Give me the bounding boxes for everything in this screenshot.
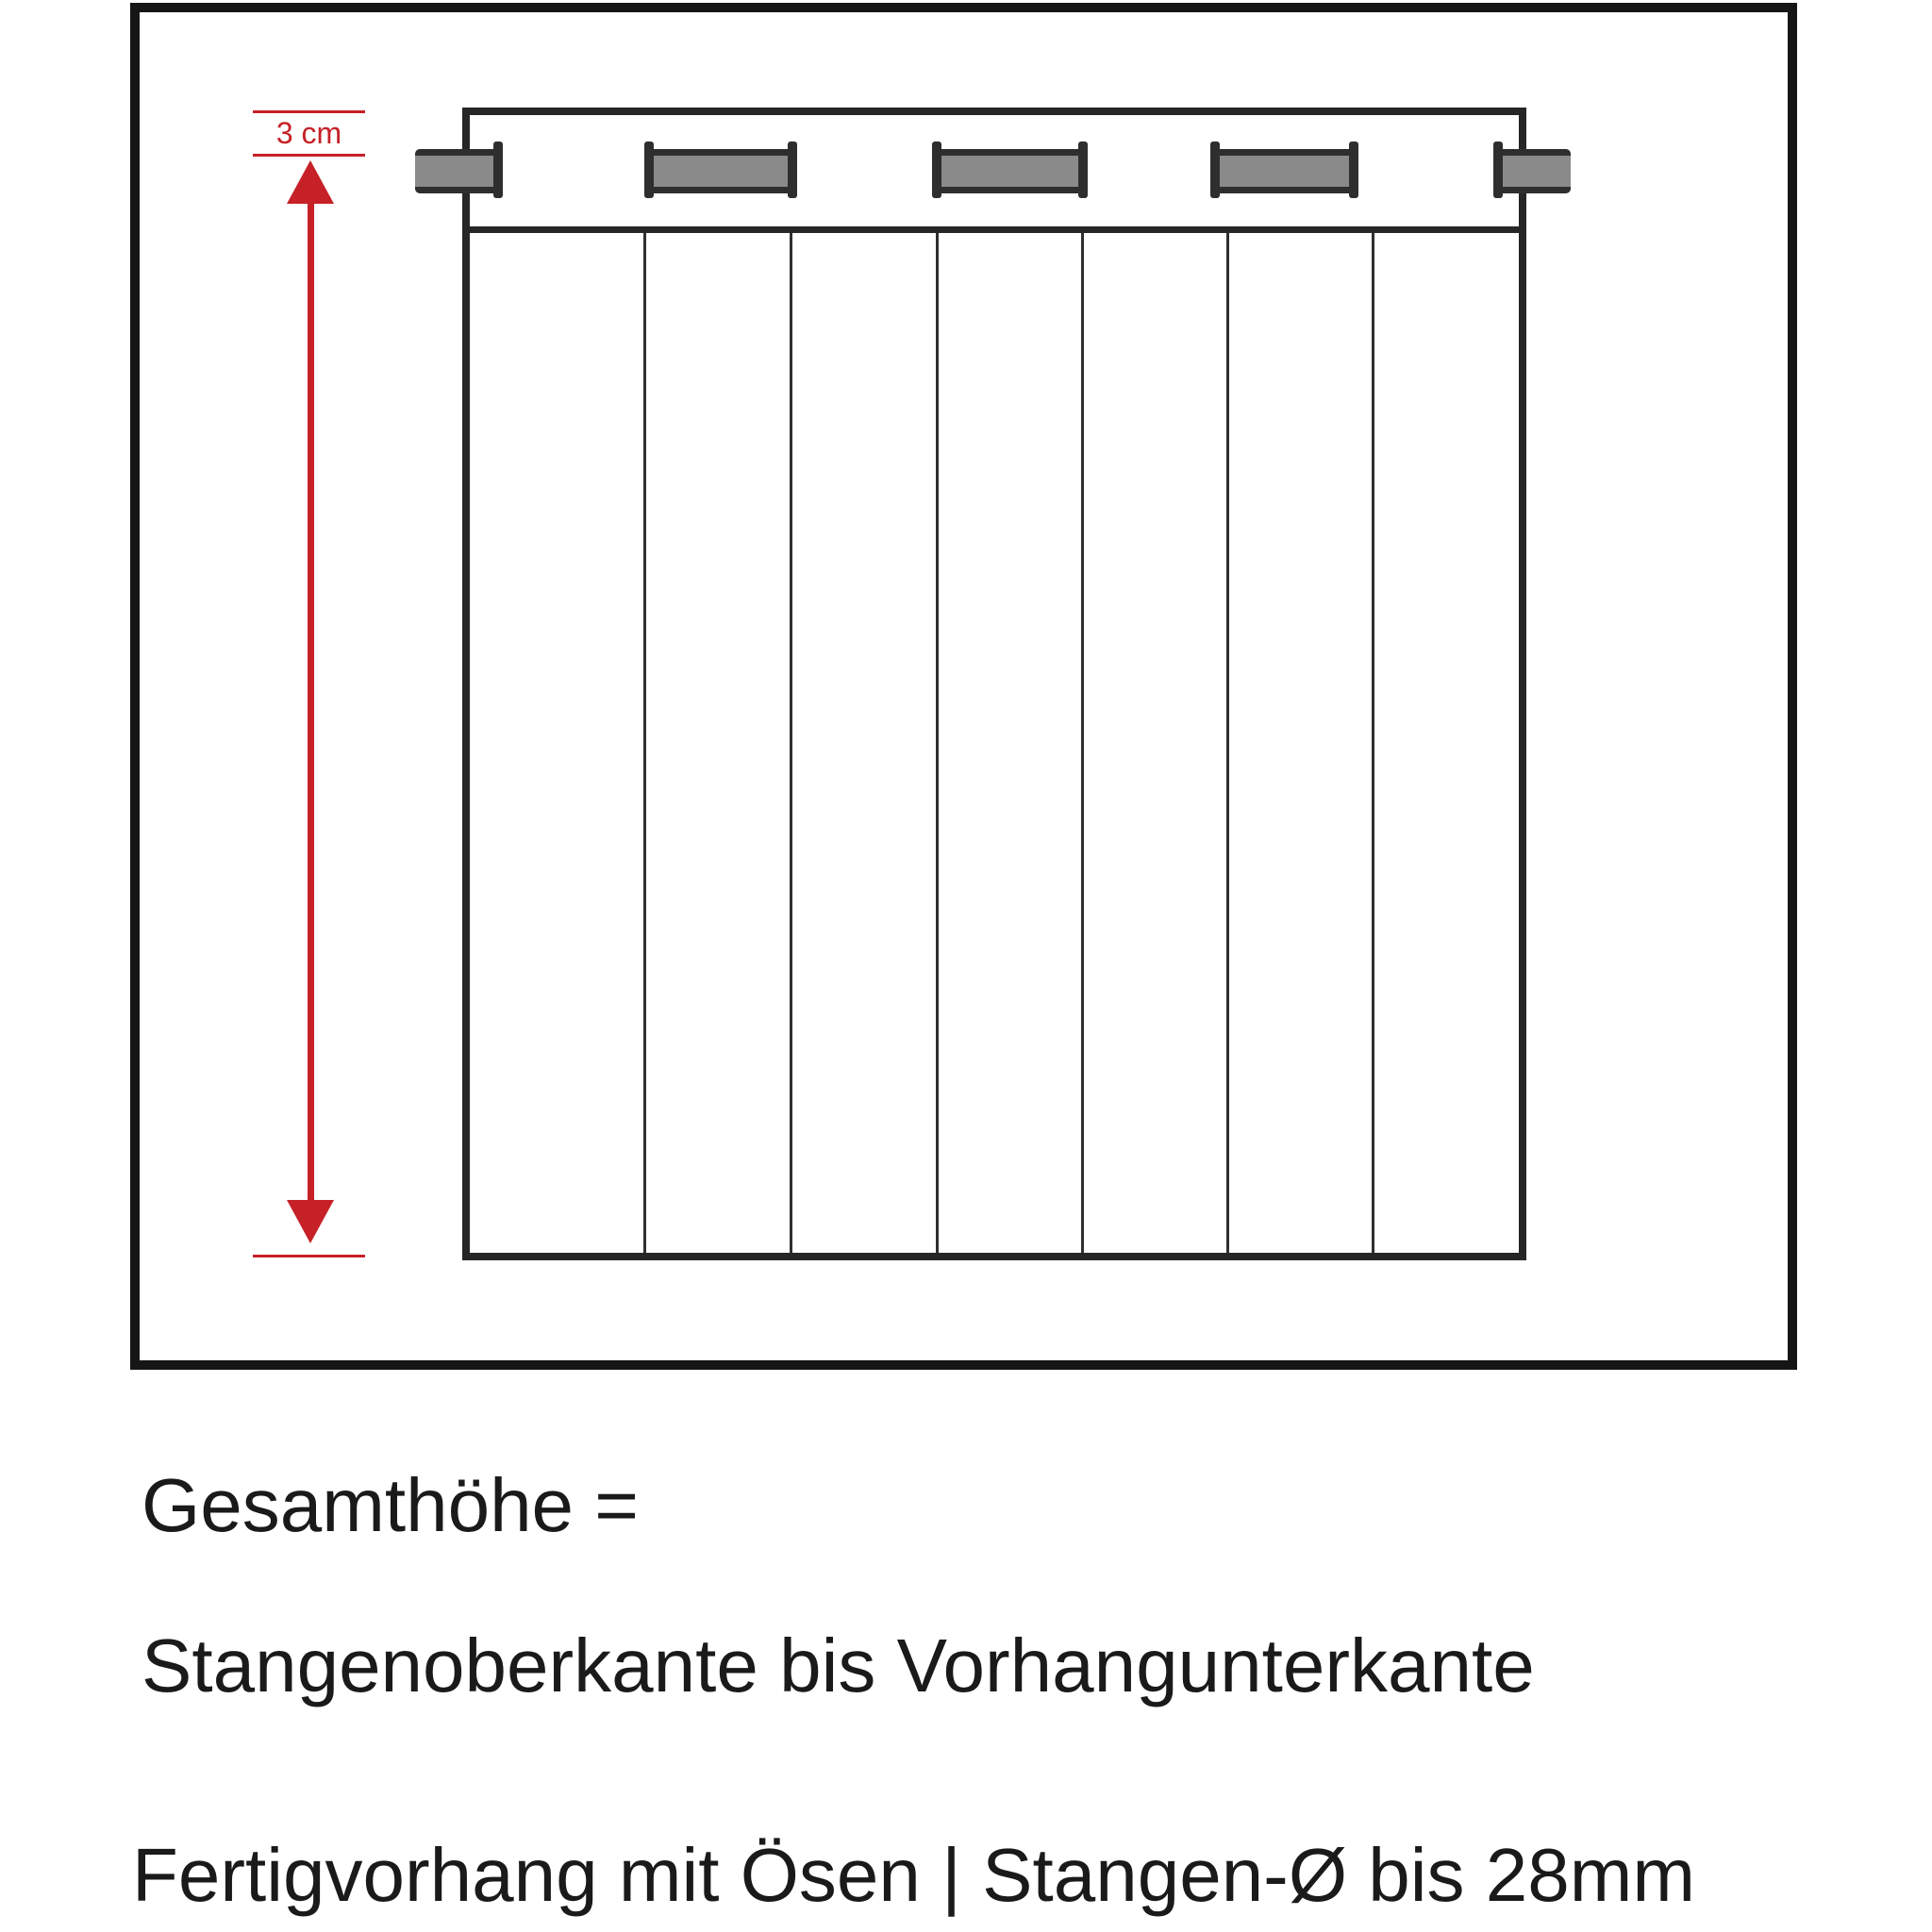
curtain-fold-line: [790, 233, 792, 1253]
curtain-fold-line: [1372, 233, 1374, 1253]
eyelet-ring: [644, 142, 654, 198]
curtain-fold-line: [1081, 233, 1084, 1253]
eyelet-ring: [788, 142, 797, 198]
rod-segment: [941, 149, 1078, 193]
eyelet-ring: [1078, 142, 1088, 198]
curtain-fold-line: [643, 233, 646, 1253]
up-arrow-icon: [287, 160, 334, 204]
rod-segment-right-overhang: [1503, 149, 1571, 193]
eyelet-ring: [932, 142, 941, 198]
eyelet-ring: [1493, 142, 1503, 198]
rod-segment-left-overhang: [415, 149, 495, 193]
down-arrow-icon: [287, 1200, 334, 1243]
eyelet-ring: [1210, 142, 1220, 198]
eyelet-ring: [1349, 142, 1358, 198]
measure-tick-mid: [253, 154, 365, 157]
measure-arrow-shaft: [308, 200, 314, 1204]
eyelet-ring: [493, 142, 503, 198]
curtain-panel: [462, 108, 1526, 1260]
measure-tick-top: [253, 110, 365, 113]
caption-product-info: Fertigvorhang mit Ösen | Stangen-Ø bis 28mm: [132, 1833, 1696, 1917]
caption-total-height: Gesamthöhe =: [142, 1463, 639, 1547]
rod-segment: [654, 149, 788, 193]
curtain-fold-line: [1226, 233, 1229, 1253]
measure-label: 3 cm: [275, 116, 342, 150]
measure-tick-bottom: [253, 1255, 365, 1257]
header-seam-line: [464, 226, 1524, 233]
caption-measure-definition: Stangenoberkante bis Vorhangunterkante: [142, 1624, 1535, 1707]
curtain-fold-line: [936, 233, 939, 1253]
rod-segment: [1220, 149, 1349, 193]
